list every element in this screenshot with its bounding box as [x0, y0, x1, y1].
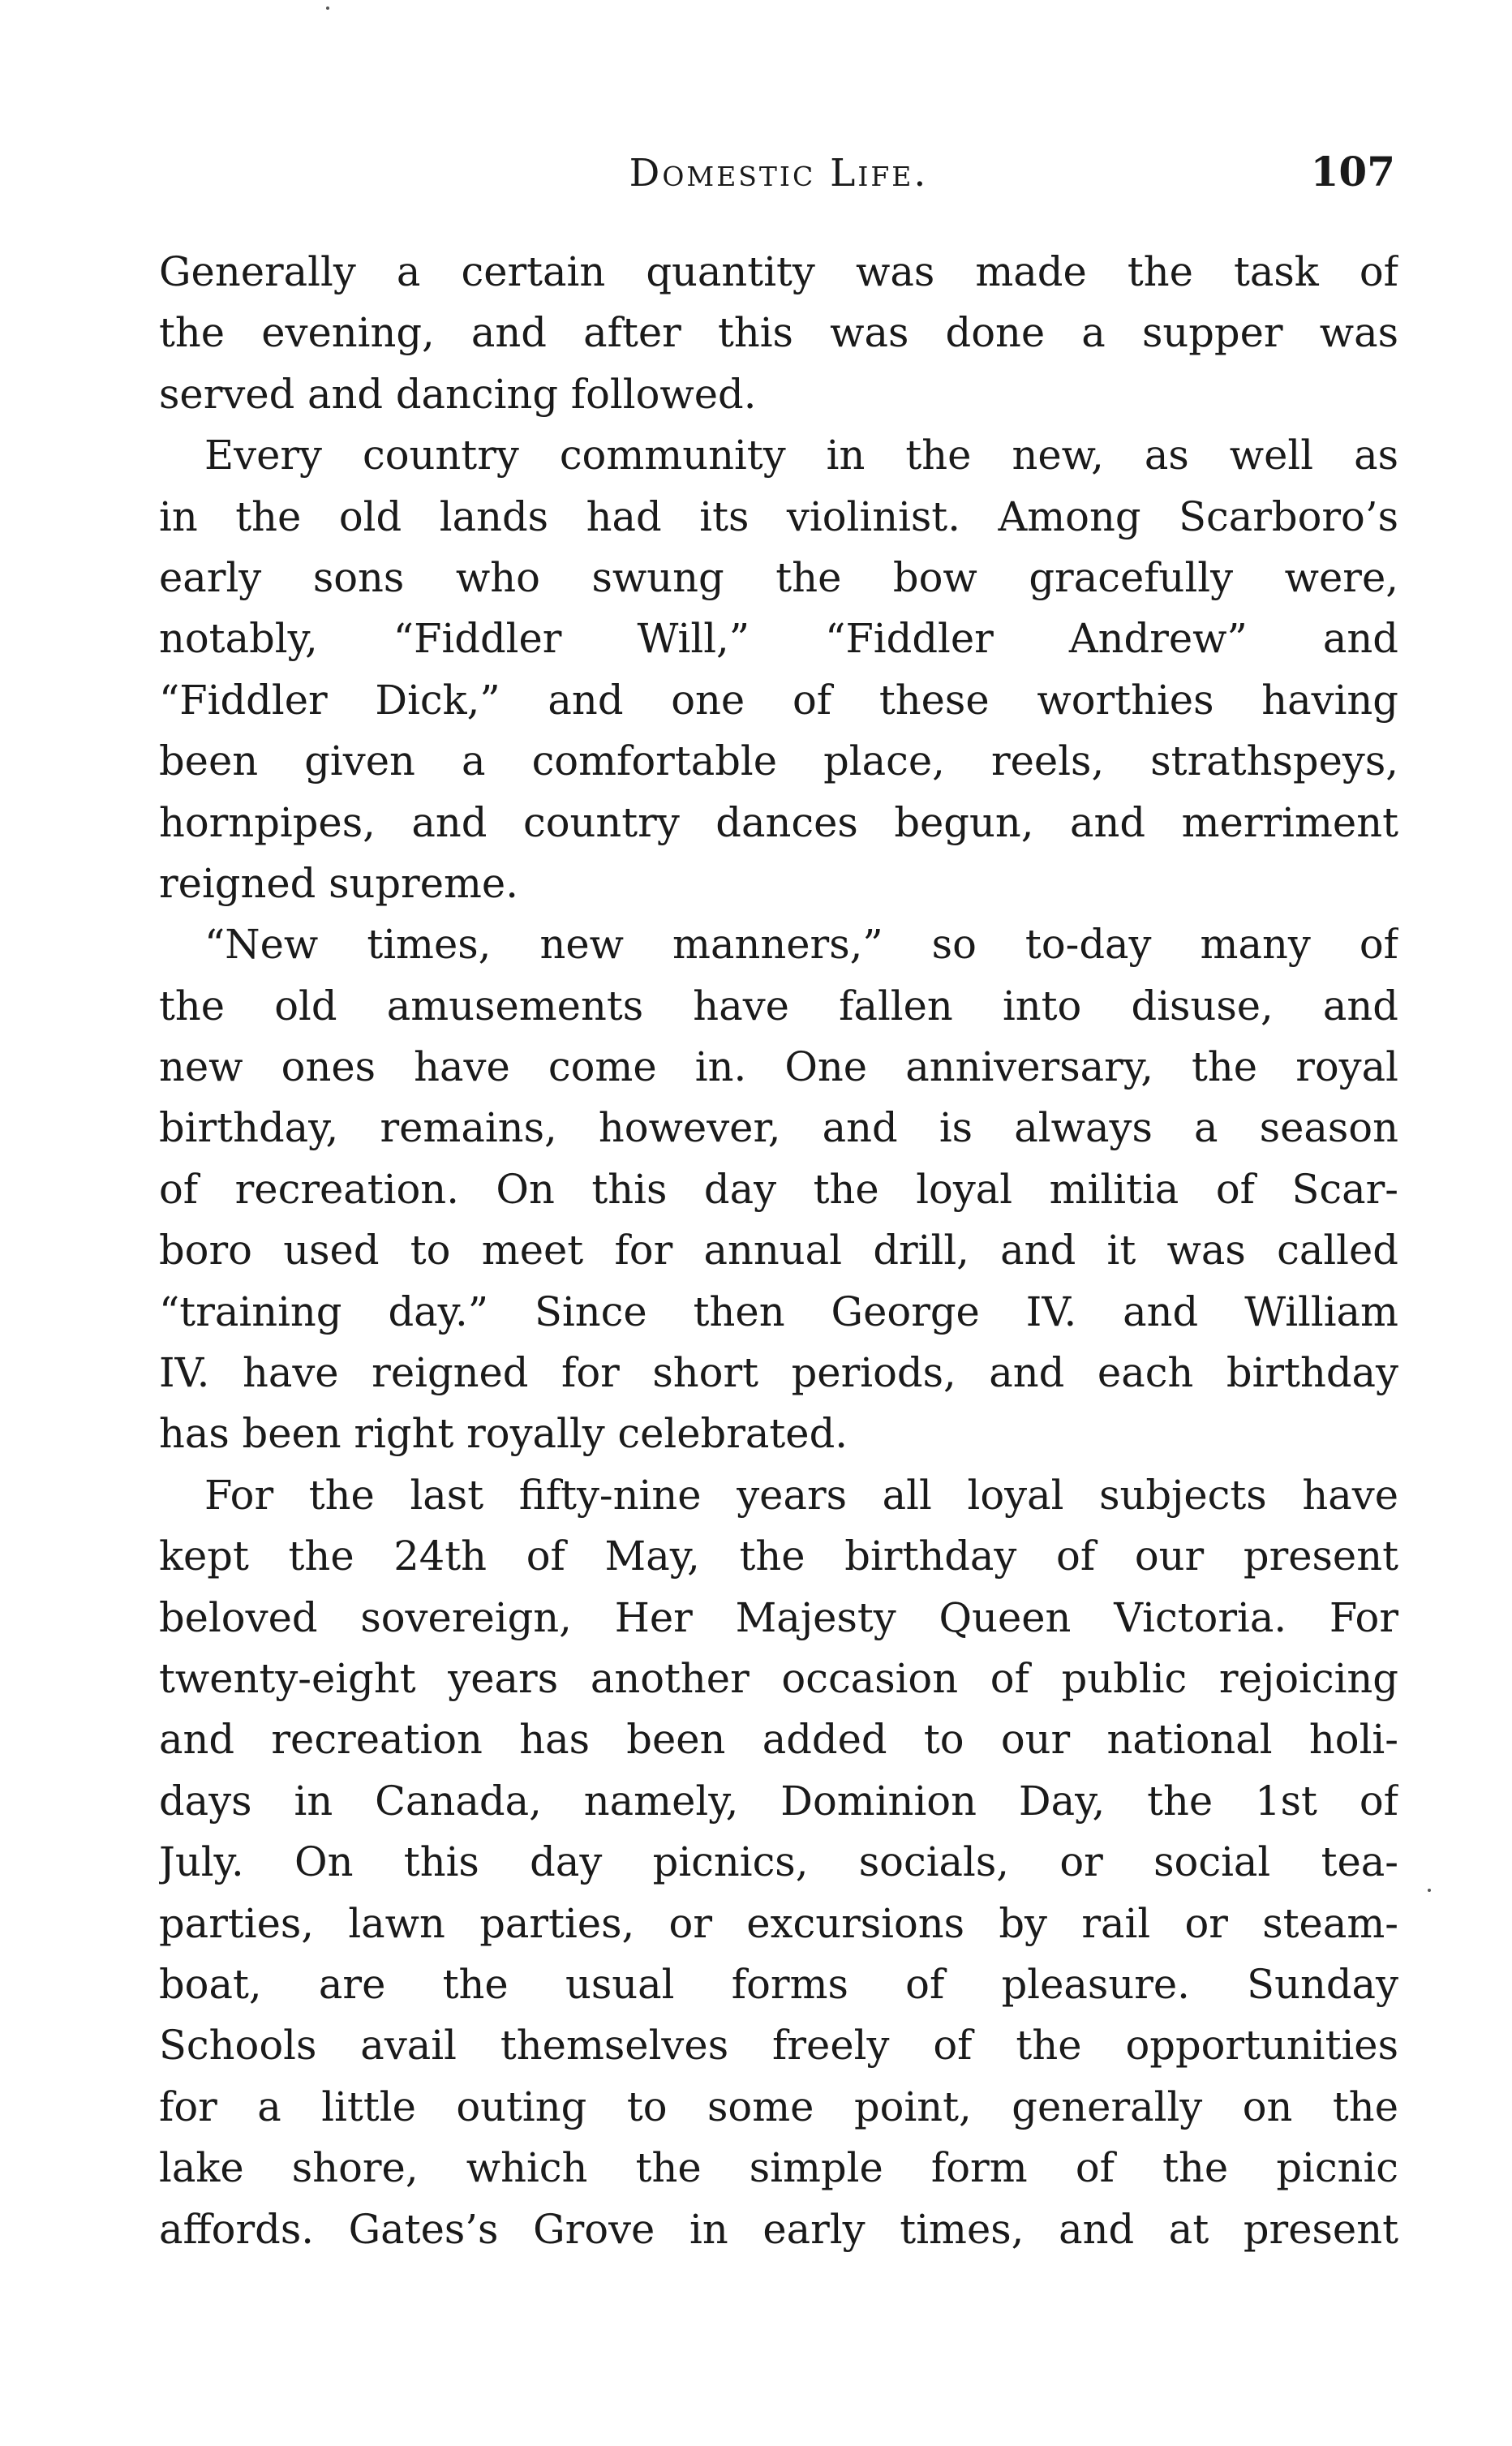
text-line: Generally a certain quantity was made the task of	[159, 248, 1398, 295]
text-line: in the old lands had its violinist. Among Scarboro’s	[159, 492, 1398, 540]
page-speck	[1428, 1889, 1431, 1892]
text-line: reigned supreme.	[159, 859, 518, 907]
page-number: 107	[1310, 148, 1395, 196]
text-line: boro used to meet for annual drill, and it was called	[159, 1227, 1398, 1275]
text-line: twenty-eight years another occasion of public rejoicing	[159, 1654, 1398, 1702]
text-line: hornpipes, and country dances begun, and merriment	[159, 798, 1398, 846]
text-line: the old amusements have fallen into disuse, and	[159, 982, 1398, 1030]
running-title: Domestic Life.	[629, 151, 929, 196]
text-line: and recreation has been added to our national holi-	[159, 1716, 1398, 1764]
text-line: new ones have come in. One anniversary, the royal	[159, 1043, 1398, 1091]
text-line: Schools avail themselves freely of the opportunities	[159, 2022, 1398, 2070]
text-line: parties, lawn parties, or excursions by rail or steam-	[159, 1899, 1398, 1947]
text-line: Every country community in the new, as well as	[204, 432, 1398, 479]
text-line: kept the 24th of May, the birthday of our present	[159, 1533, 1398, 1580]
text-line: of recreation. On this day the loyal militia of Scar-	[159, 1165, 1398, 1213]
text-line: served and dancing followed.	[159, 370, 757, 418]
text-line: affords. Gates’s Grove in early times, and at present	[159, 2205, 1398, 2253]
text-line: the evening, and after this was done a supper was	[159, 309, 1398, 357]
text-line: lake shore, which the simple form of the picnic	[159, 2144, 1398, 2192]
text-line: “training day.” Since then George IV. and William	[159, 1287, 1398, 1335]
text-line: “New times, new manners,” so to-day many of	[204, 921, 1398, 969]
text-line: IV. have reigned for short periods, and each birthday	[159, 1349, 1398, 1397]
text-line: July. On this day picnics, socials, or social tea-	[159, 1838, 1398, 1886]
text-line: notably, “Fiddler Will,” “Fiddler Andrew” and	[159, 615, 1398, 663]
text-line: early sons who swung the bow gracefully were,	[159, 553, 1398, 601]
text-line: been given a comfortable place, reels, strathspeys,	[159, 737, 1398, 785]
body-text	[159, 242, 1398, 2260]
text-line: has been right royally celebrated.	[159, 1410, 848, 1458]
page-speck	[326, 6, 329, 10]
running-head	[162, 144, 1395, 209]
text-line: for a little outing to some point, generally on the	[159, 2083, 1398, 2130]
text-line: boat, are the usual forms of pleasure. Sunday	[159, 1960, 1398, 2008]
text-line: beloved sovereign, Her Majesty Queen Victoria. For	[159, 1593, 1398, 1641]
text-line: For the last fifty-nine years all loyal subjects have	[204, 1471, 1398, 1519]
text-line: “Fiddler Dick,” and one of these worthies having	[159, 676, 1398, 724]
text-line: birthday, remains, however, and is always a season	[159, 1104, 1398, 1152]
text-line: days in Canada, namely, Dominion Day, the 1st of	[159, 1777, 1398, 1825]
